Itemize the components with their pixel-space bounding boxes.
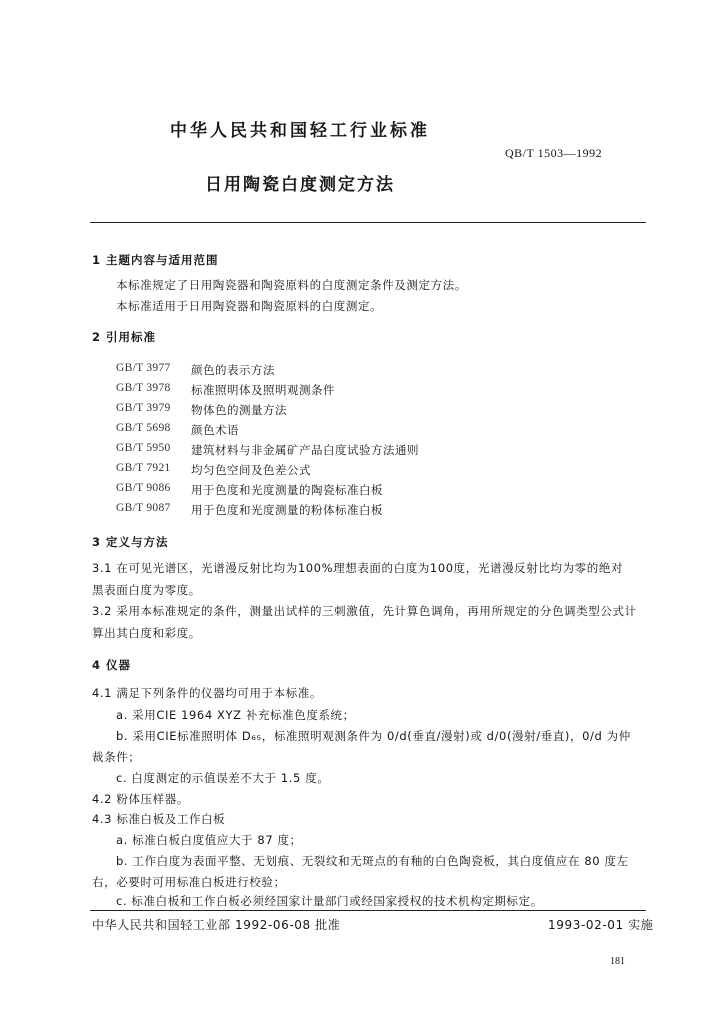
reference-title: 均匀色空间及色差公式 (191, 463, 311, 477)
reference-code: GB/T 7921 (116, 462, 171, 474)
section-1-paragraph-2: 本标准适用于日用陶瓷器和陶瓷原料的白度测定。 (116, 299, 383, 313)
section-2-heading: 2 引用标准 (92, 330, 157, 344)
reference-code: GB/T 5950 (116, 442, 171, 454)
reference-code: GB/T 9087 (116, 502, 171, 514)
clause-3-2-line-2: 算出其白度和彩度。 (92, 626, 201, 640)
reference-code: GB/T 3979 (116, 402, 171, 414)
clause-4-3-a: a. 标准白板白度值应大于 87 度； (116, 833, 302, 847)
standard-code: QB/T 1503—1992 (505, 146, 603, 160)
clause-4-1-b-line-1: b. 采用CIE标准照明体 D₆₅，标准照明观测条件为 0/d(垂直/漫射)或 d/0(漫射/垂直)，0/d 为仲 (116, 729, 631, 743)
reference-title: 颜色的表示方法 (191, 363, 275, 377)
reference-title: 颜色术语 (191, 423, 239, 437)
clause-4-1-a: a. 采用CIE 1964 XYZ 补充标准色度系统； (116, 708, 355, 722)
clause-4-3: 4.3 标准白板及工作白板 (92, 812, 226, 826)
footer-rule (90, 910, 646, 911)
reference-title: 标准照明体及照明观测条件 (191, 383, 335, 397)
reference-code: GB/T 3977 (116, 362, 171, 374)
clause-4-2: 4.2 粉体压样器。 (92, 792, 189, 806)
reference-code: GB/T 3978 (116, 382, 171, 394)
clause-3-1-line-2: 黑表面白度为零度。 (92, 583, 201, 597)
clause-3-2-line-1: 3.2 采用本标准规定的条件，测量出试样的三刺激值，先计算色调角，再用所规定的分色调类型公式计 (92, 604, 637, 618)
section-4-heading: 4 仪器 (92, 658, 132, 672)
approval-line: 中华人民共和国轻工业部 1992-06-08 批准 (92, 918, 341, 932)
section-1-heading: 1 主题内容与适用范围 (92, 253, 219, 267)
reference-title: 物体色的测量方法 (191, 403, 287, 417)
section-3-heading: 3 定义与方法 (92, 535, 169, 549)
reference-code: GB/T 9086 (116, 482, 171, 494)
reference-title: 用于色度和光度测量的陶瓷标准白板 (191, 483, 383, 497)
implementation-date: 1993-02-01 实施 (548, 918, 654, 932)
header-organization: 中华人民共和国轻工行业标准 (170, 121, 430, 141)
clause-4-3-b-line-2: 右，必要时可用标准白板进行校验； (92, 875, 286, 889)
section-1-paragraph-1: 本标准规定了日用陶瓷器和陶瓷原料的白度测定条件及测定方法。 (116, 278, 467, 292)
clause-4-3-b-line-1: b. 工作白度为表面平整、无划痕、无裂纹和无斑点的有釉的白色陶瓷板，其白度值应在 80 度左 (116, 854, 629, 868)
clause-4-1-b-line-2: 裁条件； (92, 750, 141, 764)
header-rule (90, 222, 646, 223)
clause-4-1-c: c. 白度测定的示值误差不大于 1.5 度。 (116, 771, 330, 785)
clause-4-3-c: c. 标准白板和工作白板必须经国家计量部门或经国家授权的技术机构定期标定。 (116, 894, 543, 908)
page-number: 181 (610, 956, 625, 967)
reference-title: 用于色度和光度测量的粉体标准白板 (191, 503, 383, 517)
document-title: 日用陶瓷白度测定方法 (205, 175, 395, 195)
clause-4-1: 4.1 满足下列条件的仪器均可用于本标准。 (92, 686, 323, 700)
reference-code: GB/T 5698 (116, 422, 171, 434)
reference-title: 建筑材料与非金属矿产品白度试验方法通则 (191, 443, 419, 457)
clause-3-1-line-1: 3.1 在可见光谱区，光谱漫反射比均为100%理想表面的白度为100度，光谱漫反射比均为零的绝对 (92, 561, 624, 575)
